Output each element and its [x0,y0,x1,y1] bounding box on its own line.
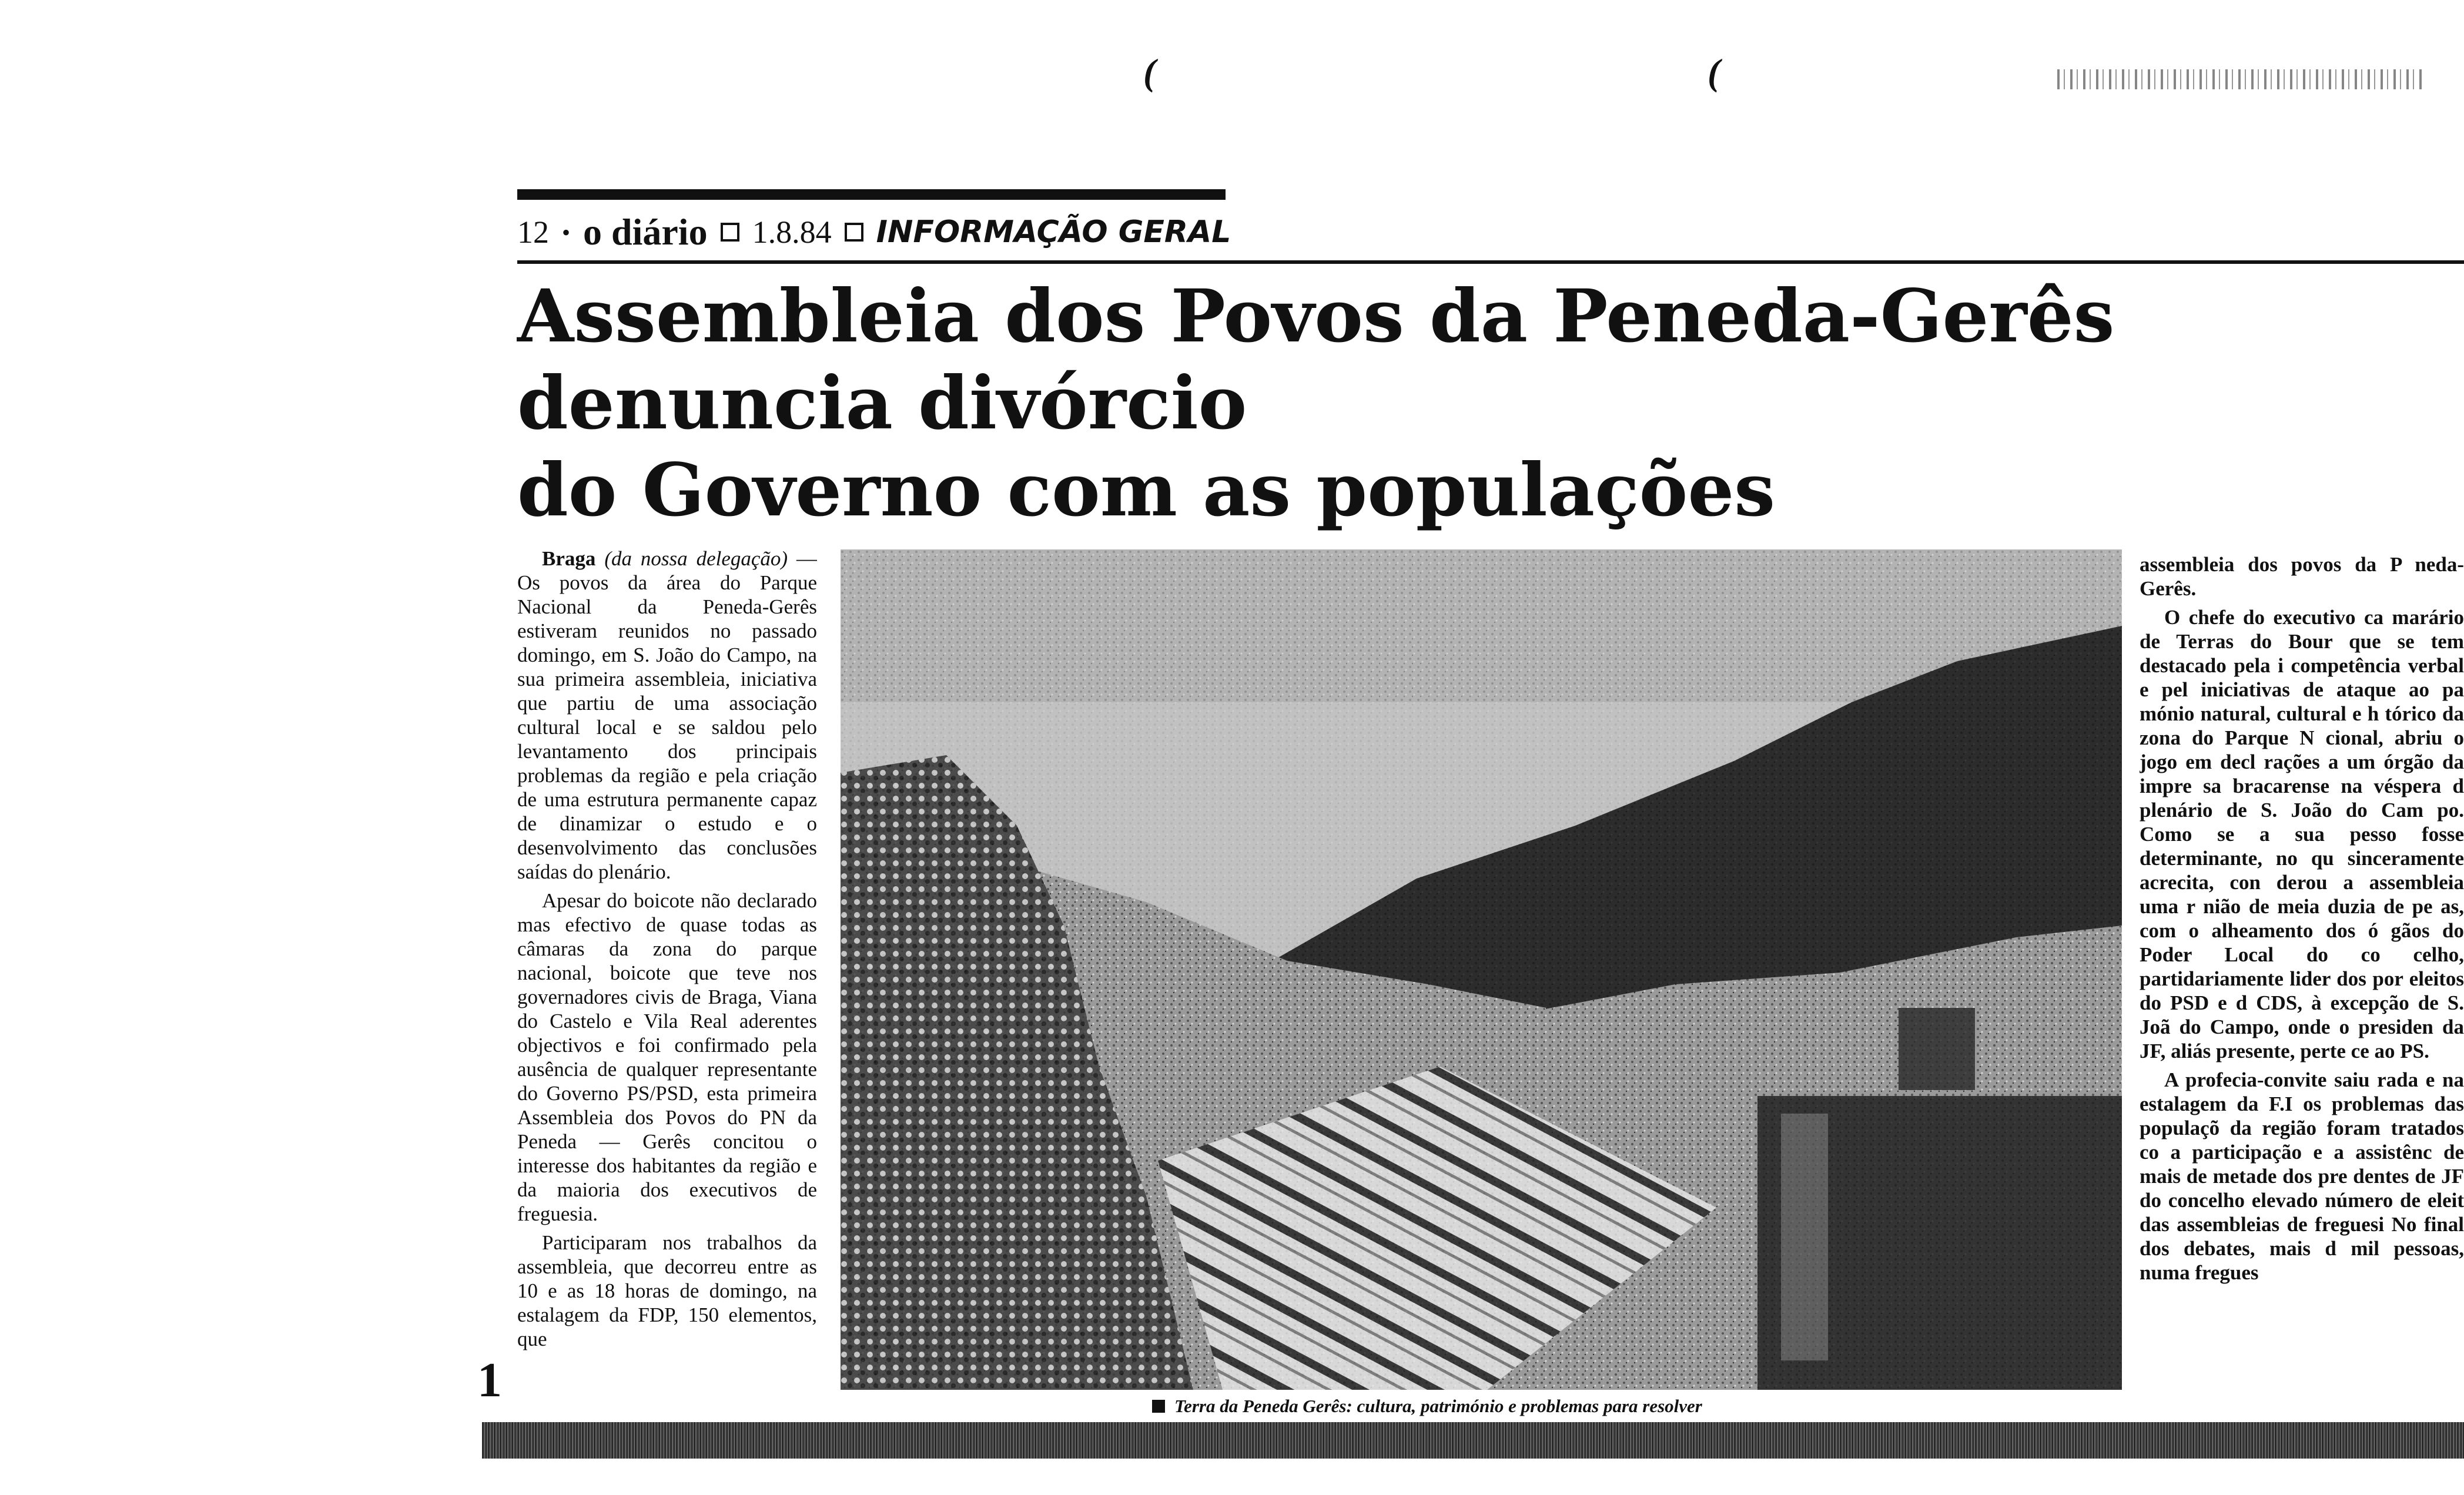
article-paragraph: Participaram nos trabalhos da assembleia, que decorreu entre as 10 e as 18 horas de domingo, na estalagem da FDP, 150 elementos, que [517,1231,817,1350]
header-divider [517,260,2464,264]
article-paragraph: assembleia dos povos da P neda-Gerês. [2140,553,2464,600]
dateline-source: (da nossa delegação) [604,547,788,570]
article-column-right [2140,552,2464,1434]
scan-mark-paren-right: ( [1708,51,1720,93]
article-column-left [517,547,817,1422]
headline-line-3: do Governo com as populações [517,448,1776,533]
caption-text: Terra da Peneda Gerês: cultura, património e problemas para resolver [1174,1396,1702,1416]
headline-line-2: denuncia divórcio [517,361,1247,446]
page-number: 12 [517,214,549,250]
headline-line-1: Assembleia dos Povos da Peneda-Gerês [517,274,2115,359]
paragraph-text: — Os povos da área do Parque Nacional da Peneda-Gerês estiveram reunidos no passado domingo, em S. João do Campo, na sua primeira assembleia, iniciativa que partiu de uma associação cultural local e se saldou pelo levantamento dos principais problemas da região e pela criação de uma estrutura permanente capaz de dinamizar o estudo e o desenvolvimento das conclusões saídas do plenário. [517,547,817,883]
scan-speckle-top [2057,69,2422,89]
caption-square-icon [1152,1400,1165,1413]
dateline-place: Braga [542,547,596,570]
article-paragraph: A profecia-convite saiu rada e na estalagem da F.I os problemas das populaçõ da região foram tratados co a participação e a assistênc de mais de metade dos pre dentes de JF do concelho elevado número de eleit das assembleias de freguesi No final dos debates, mais d mil pessoas, numa fregues [2140,1068,2464,1284]
article-paragraph [517,547,817,884]
section-name: INFORMAÇÃO GERAL [876,214,1231,250]
scan-band-bottom [482,1422,2464,1459]
header-box-icon [721,223,739,242]
issue-date: 1.8.84 [752,214,832,250]
page-header [517,209,1231,256]
header-rule [517,189,1226,200]
article-paragraph: O chefe do executivo ca marário de Terras do Bour que se tem destacado pela i competência verbal e pel iniciativas de ataque ao pa mónio natural, cultural e h tórico da zona do Parque N cional, abriu o jogo em decl rações a um órgão da impre sa bracarense na véspera d plenário de S. João do Cam po. Como se a sua pesso fosse determinante, no qu sinceramente acrecita, con derou a assembleia uma r nião de meia duzia de pe as, com o alheamento dos ó gãos do Poder Local do co celho, partidariamente lider dos por eleitos do PSD e d CDS, à excepção de S. Joã do Campo, onde o presiden da JF, aliás presente, perte ce ao PS. [2140,606,2464,1062]
article-photo [841,549,2122,1390]
newspaper-name: o diário [583,211,708,253]
header-bullet: • [562,219,571,246]
scan-mark-paren-left: ( [1143,51,1156,93]
article-paragraph: Apesar do boicote não declarado mas efectivo de quase todas as câmaras da zona do parque nacional, boicote que teve nos governadores civis de Braga, Viana do Castelo e Vila Real aderentes objectivos e foi confirmado pela ausência de qualquer representante do Governo PS/PSD, esta primeira Assembleia dos Povos do PN da Peneda — Gerês concitou o interesse dos habitantes da região e da maioria dos executivos de freguesia. [517,889,817,1225]
headline [517,273,2222,534]
header-box-icon [845,223,863,242]
photo-caption [1152,1393,2093,1420]
margin-mark: 1 [477,1353,502,1407]
